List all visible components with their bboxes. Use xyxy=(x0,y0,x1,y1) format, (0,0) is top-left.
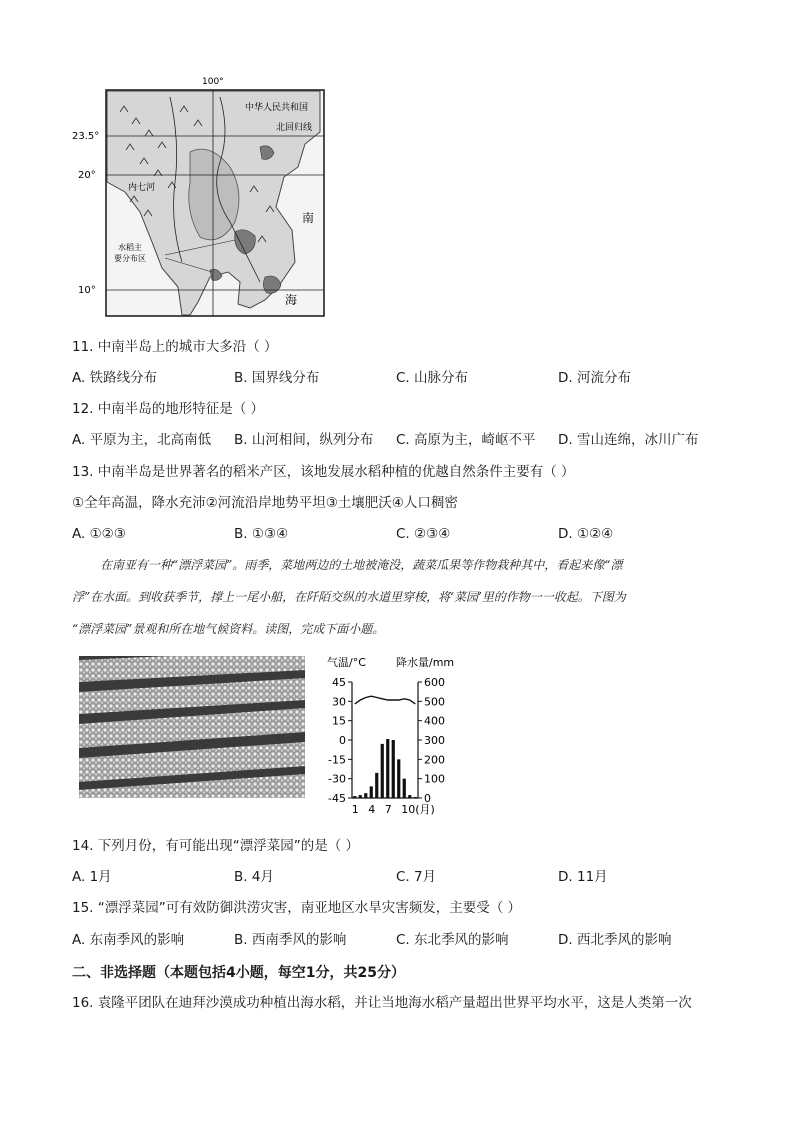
map-rice-label-1: 水稻主 xyxy=(118,243,142,252)
q11-option-b[interactable]: B. 国界线分布 xyxy=(234,370,320,386)
month-tick-label: 1 xyxy=(351,803,359,816)
map-sea-label-2: 海 xyxy=(285,293,298,307)
temp-tick-label: 15 xyxy=(332,714,346,728)
temp-tick-label: -15 xyxy=(328,753,346,767)
precip-bar xyxy=(381,744,384,798)
temperature-curve xyxy=(355,696,416,704)
precip-tick-label: 0 xyxy=(424,792,431,805)
precip-bar xyxy=(375,773,378,798)
q12-option-d[interactable]: D. 雪山连绵，冰川广布 xyxy=(558,432,699,448)
temp-tick-label: 45 xyxy=(332,676,346,689)
month-tick-label: 7 xyxy=(384,803,392,816)
precip-tick-label: 400 xyxy=(424,714,445,728)
precip-bar xyxy=(397,759,400,798)
temp-tick-label: 0 xyxy=(339,734,346,747)
floating-garden-photo xyxy=(79,656,305,798)
precip-axis-label: 降水量/mm xyxy=(396,656,455,669)
q13-option-a[interactable]: A. ①②③ xyxy=(72,526,126,542)
map-lat-10: 10° xyxy=(78,285,96,296)
section-2-title: 二、非选择题（本题包括4小题，每空1分，共25分） xyxy=(72,965,405,981)
q15-option-a[interactable]: A. 东南季风的影响 xyxy=(72,932,185,948)
precip-tick-label: 600 xyxy=(424,676,445,689)
precip-tick-label: 500 xyxy=(424,695,445,709)
precip-bar xyxy=(359,795,362,798)
q12-stem: 12. 中南半岛的地形特征是（ ） xyxy=(72,401,265,417)
map-tropic-label: 北回归线 xyxy=(276,123,313,133)
precip-tick-label: 100 xyxy=(424,772,445,786)
q11-option-d[interactable]: D. 河流分布 xyxy=(558,370,631,386)
passage-line-1: 在南亚有一种“漂浮菜园”。雨季，菜地两边的土地被淹没，蔬菜瓜果等作物栽种其中，看起来像“漂 xyxy=(100,558,623,572)
q11-option-a[interactable]: A. 铁路线分布 xyxy=(72,370,158,386)
map-lat-23: 23.5° xyxy=(72,131,100,142)
q14-stem: 14. 下列月份，有可能出现“漂浮菜园”的是（ ） xyxy=(72,838,360,854)
precip-tick-label: 300 xyxy=(424,734,445,747)
passage-line-2: 浮”在水面。到收获季节，撑上一尾小船，在阡陌交纵的水道里穿梭，将‘菜园’里的作物一一收起。下图为 xyxy=(72,590,626,604)
q12-option-b[interactable]: B. 山河相间，纵列分布 xyxy=(234,432,374,448)
precip-tick-label: 200 xyxy=(424,753,445,767)
map-lon-label: 100° xyxy=(202,77,224,87)
temp-tick-label: -30 xyxy=(328,772,346,786)
q12-option-c[interactable]: C. 高原为主，崎岖不平 xyxy=(396,432,536,448)
precip-bar xyxy=(392,740,395,798)
q11-stem: 11. 中南半岛上的城市大多沿（ ） xyxy=(72,339,278,355)
indochina-map xyxy=(70,72,330,322)
q13-sub: ①全年高温，降水充沛②河流沿岸地势平坦③土壤肥沃④人口稠密 xyxy=(72,495,458,511)
q15-stem: 15. “漂浮菜园”可有效防御洪涝灾害，南亚地区水旱灾害频发，主要受（ ） xyxy=(72,900,522,916)
q14-option-d[interactable]: D. 11月 xyxy=(558,869,608,885)
q13-stem: 13. 中南半岛是世界著名的稻米产区，该地发展水稻种植的优越自然条件主要有（ ） xyxy=(72,464,575,480)
q13-option-c[interactable]: C. ②③④ xyxy=(396,526,451,542)
precip-bar xyxy=(364,793,367,798)
q14-option-c[interactable]: C. 7月 xyxy=(396,869,437,885)
q16-stem: 16. 袁隆平团队在迪拜沙漠成功种植出海水稻，并让当地海水稻产量超出世界平均水平，这是人类第一次 xyxy=(72,995,692,1011)
q14-option-a[interactable]: A. 1月 xyxy=(72,869,112,885)
map-sea-label-1: 南 xyxy=(302,211,315,225)
precip-bar xyxy=(403,779,406,798)
q11-option-c[interactable]: C. 山脉分布 xyxy=(396,370,469,386)
precip-bar xyxy=(386,739,389,798)
passage-line-3: “漂浮菜园”景观和所在地气候资料。读图，完成下面小题。 xyxy=(72,622,385,636)
temp-tick-label: 30 xyxy=(332,695,346,709)
map-china-label: 中华人民共和国 xyxy=(245,103,309,113)
map-mekong-label: 内七河 xyxy=(128,183,156,193)
q12-option-a[interactable]: A. 平原为主，北高南低 xyxy=(72,432,212,448)
map-lat-20: 20° xyxy=(78,170,96,181)
precip-bar xyxy=(414,797,417,798)
climate-chart xyxy=(322,652,482,822)
month-tick-label: 4 xyxy=(368,803,376,816)
precip-bar xyxy=(408,795,411,798)
month-tick-label: 10(月) xyxy=(401,803,435,816)
temp-axis-label: 气温/°C xyxy=(327,656,366,669)
q15-option-d[interactable]: D. 西北季风的影响 xyxy=(558,932,672,948)
q15-option-c[interactable]: C. 东北季风的影响 xyxy=(396,932,509,948)
q13-option-d[interactable]: D. ①②④ xyxy=(558,526,614,542)
q15-option-b[interactable]: B. 西南季风的影响 xyxy=(234,932,347,948)
q14-option-b[interactable]: B. 4月 xyxy=(234,869,274,885)
map-rice-label-2: 要分布区 xyxy=(114,254,146,263)
precip-bar xyxy=(353,796,356,798)
q13-option-b[interactable]: B. ①③④ xyxy=(234,526,289,542)
precip-bar xyxy=(370,786,373,798)
temp-tick-label: -45 xyxy=(328,792,346,805)
